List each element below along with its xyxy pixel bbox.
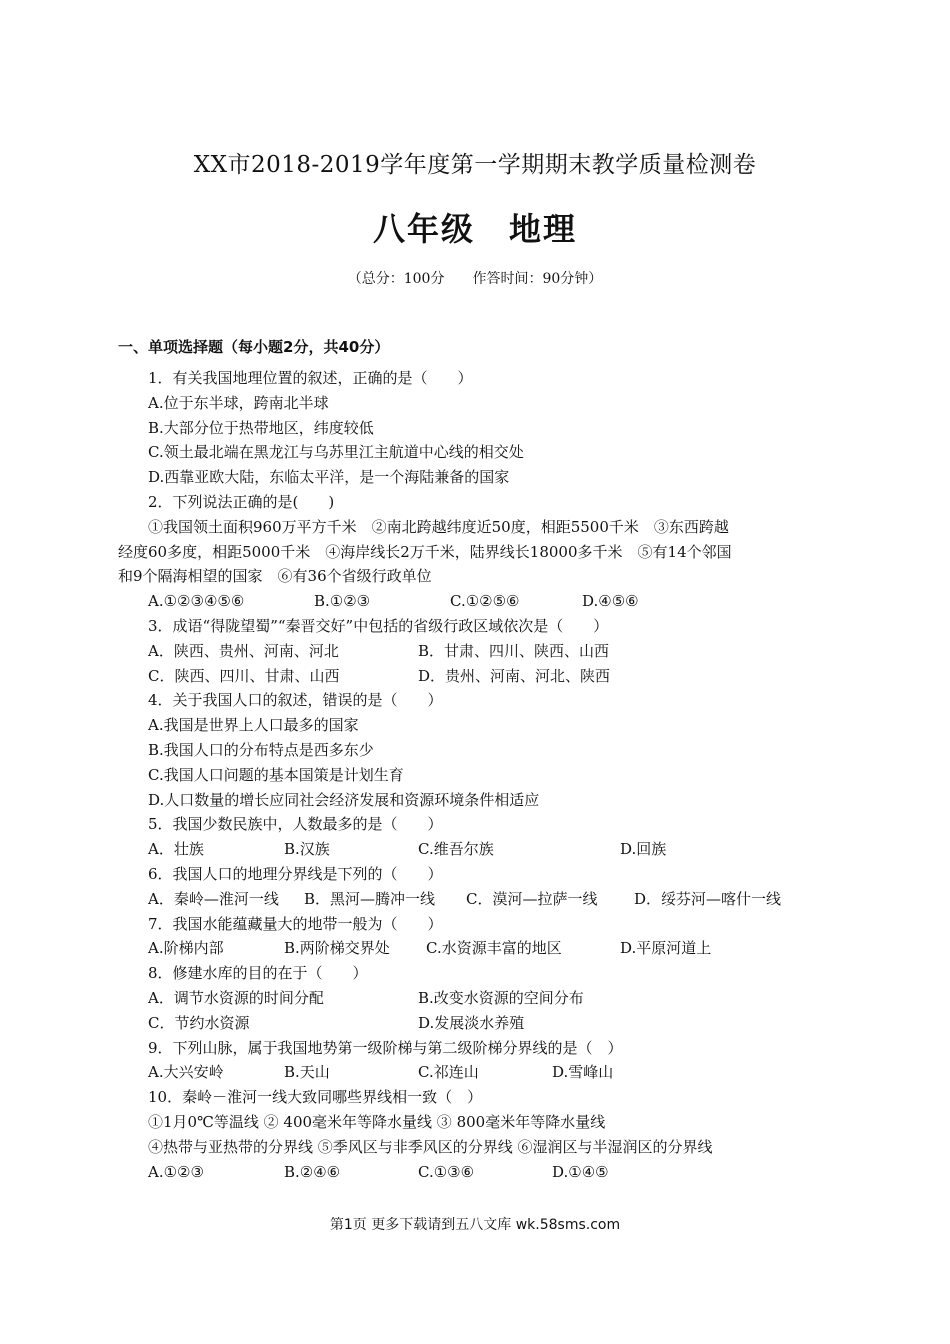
q3-option-a: A．陕西、贵州、河南、河北 [148,641,339,660]
q10-option-a: A.①②③ [148,1162,204,1181]
q5-option-d: D.回族 [620,840,667,859]
q6-option-a: A．秦岭—淮河一线 [148,889,279,908]
q10-body-1: ①1月0℃等温线 ② 400毫米年等降水量线 ③ 800毫米年等降水量线 [148,1112,606,1131]
section-heading: 一、单项选择题（每小题2分，共40分） [118,338,390,356]
q10-option-b: B.②④⑥ [284,1162,341,1181]
q8-options-ab [118,986,830,1011]
q2-option-a: A.①②③④⑤⑥ [148,592,245,611]
question-list [118,366,830,1184]
q7-stem: 7．我国水能蕴藏量大的地带一般为（ ） [148,914,443,933]
q2-stem: 2．下列说法正确的是( ) [148,492,335,511]
q9-option-a: A.大兴安岭 [148,1063,224,1082]
q10-options [118,1160,830,1185]
exam-title: XX市2018-2019学年度第一学期期末教学质量检测卷 [193,152,757,178]
q10-option-d: D.①④⑤ [552,1162,609,1181]
q6-stem: 6．我国人口的地理分界线是下列的（ ） [148,864,443,883]
q7-option-b: B.两阶梯交界处 [284,939,390,958]
q3-options-cd [118,664,830,689]
q9-options [118,1060,830,1085]
q4-option-d: D.人口数量的增长应同社会经济发展和资源环境条件相适应 [148,790,540,809]
q7-option-c: C.水资源丰富的地区 [426,939,562,958]
q7-options [118,936,830,961]
q1-option-b: B.大部分位于热带地区，纬度较低 [148,418,374,437]
q2-body-2: 经度60多度，相距5000千米 ④海岸线长2万千米，陆界线长18000多千米 ⑤有14个邻国 [118,542,732,561]
q8-stem: 8．修建水库的目的在于（ ） [148,964,368,983]
q2-option-d: D.④⑤⑥ [582,592,639,611]
q1-stem: 1．有关我国地理位置的叙述，正确的是（ ） [148,369,473,387]
q3-option-d: D．贵州、河南、河北、陕西 [418,666,611,685]
q2-body-3: 和9个隔海相望的国家 ⑥有36个省级行政单位 [118,567,432,586]
q4-stem: 4．关于我国人口的叙述，错误的是（ ） [148,691,443,710]
q10-stem: 10．秦岭－淮河一线大致同哪些界线相一致（ ） [148,1088,483,1107]
q1-option-c: C.领土最北端在黑龙江与乌苏里江主航道中心线的相交处 [148,443,524,462]
q9-option-b: B.天山 [284,1063,330,1082]
q2-option-c: C.①②⑤⑥ [450,592,520,611]
q7-option-d: D.平原河道上 [620,939,712,958]
q3-options-ab [118,639,830,664]
q8-option-c: C．节约水资源 [148,1013,250,1032]
q1-option-d: D.西靠亚欧大陆，东临太平洋，是一个海陆兼备的国家 [148,468,510,487]
q6-options [118,887,830,912]
q2-option-b: B.①②③ [314,592,371,611]
q4-option-c: C.我国人口问题的基本国策是计划生育 [148,765,404,784]
q7-option-a: A.阶梯内部 [148,939,224,958]
q10-option-c: C.①③⑥ [418,1162,475,1181]
q5-option-b: B.汉族 [284,840,330,859]
q10-body-2: ④热带与亚热带的分界线 ⑤季风区与非季风区的分界线 ⑥湿润区与半湿润区的分界线 [148,1137,713,1156]
q9-option-d: D.雪峰山 [552,1063,614,1082]
q5-stem: 5．我国少数民族中，人数最多的是（ ） [148,815,443,834]
q8-option-a: A．调节水资源的时间分配 [148,988,324,1007]
q8-options-cd [118,1011,830,1036]
q3-stem: 3．成语“得陇望蜀”“秦晋交好”中包括的省级行政区域依次是（ ） [148,616,609,635]
q5-option-a: A．壮族 [148,840,204,859]
q2-options [118,589,830,614]
q4-option-a: A.我国是世界上人口最多的国家 [148,716,359,735]
q3-option-c: C．陕西、四川、甘肃、山西 [148,666,340,685]
page-footer: 第1页 更多下载请到五八文库 wk.58sms.com [329,1217,621,1233]
exam-meta: （总分：100分 作答时间：90分钟） [347,271,603,287]
q9-option-c: C.祁连山 [418,1063,479,1082]
q4-option-b: B.我国人口的分布特点是西多东少 [148,740,374,759]
q6-option-b: B．黑河—腾冲一线 [304,889,436,908]
exam-subject: 八年级 地理 [372,210,577,248]
q2-body-1: ①我国领土面积960万平方千米 ②南北跨越纬度近50度，相距5500千米 ③东西跨越 [148,517,729,536]
q9-stem: 9．下列山脉，属于我国地势第一级阶梯与第二级阶梯分界线的是（ ） [148,1038,623,1057]
q1-option-a: A.位于东半球，跨南北半球 [148,393,329,412]
q5-options [118,837,830,862]
q6-option-c: C．漠河—拉萨一线 [466,889,598,908]
q3-option-b: B．甘肃、四川、陕西、山西 [418,641,610,660]
q6-option-d: D．绥芬河—喀什一线 [634,889,782,908]
q8-option-b: B.改变水资源的空间分布 [418,988,584,1007]
q8-option-d: D.发展淡水养殖 [418,1013,525,1032]
q5-option-c: C.维吾尔族 [418,840,494,859]
